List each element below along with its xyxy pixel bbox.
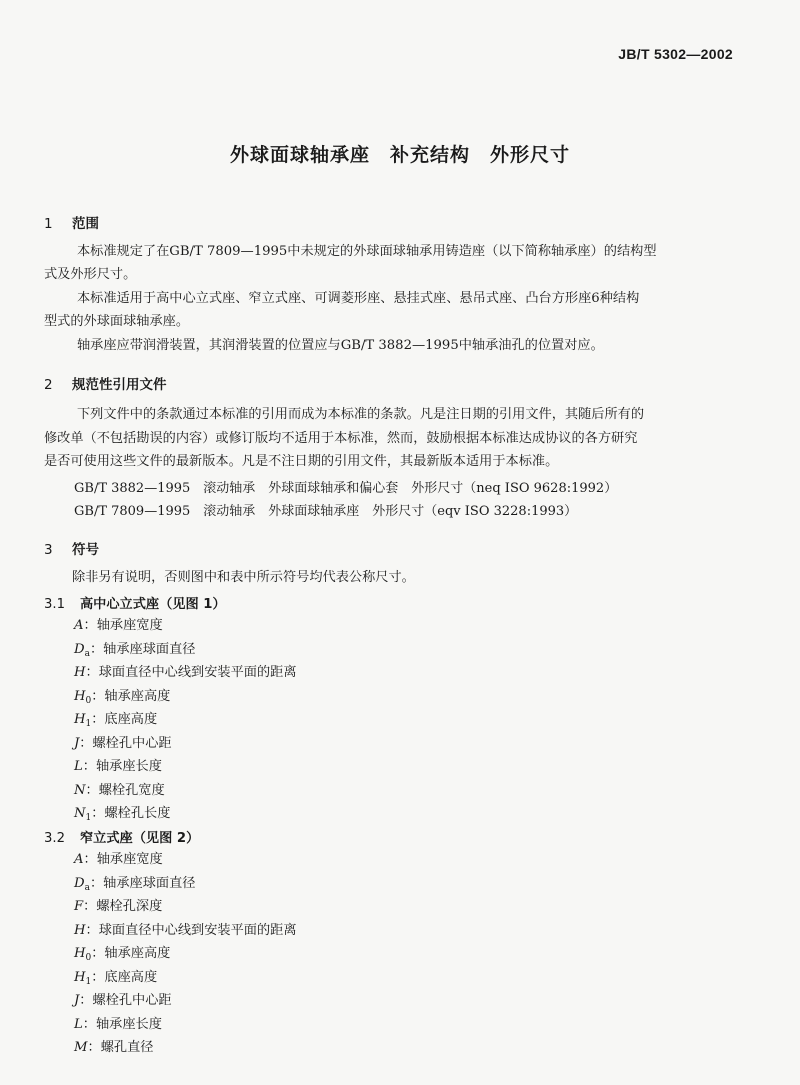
symbol-definition bbox=[74, 1036, 153, 1055]
section-3-heading bbox=[44, 538, 99, 558]
symbol-subscript: 0 bbox=[85, 953, 92, 963]
reference-item: GB/T 3882—1995 滚动轴承 外球面球轴承和偏心套 外形尺寸（neq ISO 9628:1992） bbox=[74, 481, 618, 496]
symbol: N bbox=[74, 782, 86, 798]
symbol: J bbox=[74, 993, 80, 1008]
subsection-title: 窄立式座（见图 2） bbox=[80, 831, 200, 846]
symbol: L bbox=[74, 759, 83, 774]
symbol: L bbox=[74, 1016, 83, 1032]
section-2-heading bbox=[44, 373, 167, 393]
symbol-definition bbox=[74, 755, 162, 774]
symbol-definition bbox=[74, 802, 170, 823]
symbol: A bbox=[74, 618, 84, 633]
symbol-description: ：底座高度 bbox=[91, 712, 158, 727]
symbol-description: ：轴承座长度 bbox=[82, 759, 162, 774]
paragraph-line: 本标准适用于高中心立式座、窄立式座、可调菱形座、悬挂式座、悬吊式座、凸台方形座6种结构 bbox=[77, 291, 640, 306]
symbol-definition bbox=[74, 989, 172, 1008]
symbol-description: ：螺栓孔中心距 bbox=[79, 993, 172, 1008]
paragraph-line: 是否可使用这些文件的最新版本。凡是不注日期的引用文件，其最新版本适用于本标准。 bbox=[44, 454, 559, 469]
section-number: 2 bbox=[44, 377, 53, 393]
symbol-description: ：轴承座球面直径 bbox=[89, 641, 196, 657]
symbol: H bbox=[74, 665, 86, 680]
symbol-description: ：球面直径中心线到安装平面的距离 bbox=[85, 665, 297, 680]
subsection-number: 3.1 bbox=[44, 597, 65, 612]
symbol: H bbox=[74, 922, 86, 938]
symbol-definition bbox=[74, 872, 195, 893]
document-title: 外球面球轴承座 补充结构 外形尺寸 bbox=[229, 144, 570, 166]
symbol-description: ：螺栓孔中心距 bbox=[79, 735, 172, 751]
symbol: M bbox=[74, 1040, 88, 1055]
symbol-description: ：轴承座长度 bbox=[82, 1016, 162, 1032]
section-number: 1 bbox=[44, 216, 53, 232]
subsection-3-1-heading bbox=[44, 593, 226, 612]
symbol: J bbox=[74, 735, 80, 751]
symbol-definition bbox=[74, 708, 157, 729]
standard-code: JB/T 5302—2002 bbox=[618, 46, 733, 62]
symbol-description: ：螺栓孔长度 bbox=[91, 806, 171, 821]
symbol-description: ：轴承座高度 bbox=[91, 946, 171, 961]
symbol-subscript: 1 bbox=[85, 976, 92, 987]
section-title: 符号 bbox=[72, 542, 99, 558]
paragraph-line: 型式的外球面球轴承座。 bbox=[44, 314, 190, 329]
symbol-description: ：螺栓孔深度 bbox=[83, 899, 163, 914]
symbol-description: ：螺栓孔宽度 bbox=[85, 782, 165, 798]
symbol-description: ：轴承座宽度 bbox=[83, 852, 163, 867]
paragraph-line: 式及外形尺寸。 bbox=[44, 267, 137, 282]
symbol-definition bbox=[74, 919, 297, 938]
symbol-description: ：轴承座高度 bbox=[91, 688, 171, 704]
symbol: F bbox=[74, 899, 84, 914]
paragraph-line: 除非另有说明，否则图中和表中所示符号均代表公称尺寸。 bbox=[72, 570, 415, 585]
symbol-subscript: 0 bbox=[85, 695, 92, 706]
symbol-definition bbox=[74, 685, 170, 706]
symbol-description: ：球面直径中心线到安装平面的距离 bbox=[85, 922, 297, 938]
symbol-definition bbox=[74, 966, 157, 987]
section-1-heading bbox=[44, 212, 99, 232]
symbol: H bbox=[74, 712, 86, 727]
symbol: N bbox=[74, 806, 86, 821]
symbol-description: ：轴承座宽度 bbox=[83, 618, 163, 633]
symbol-description: ：螺孔直径 bbox=[87, 1040, 154, 1055]
symbol-definition bbox=[74, 942, 170, 963]
paragraph-line: 下列文件中的条款通过本标准的引用而成为本标准的条款。凡是注日期的引用文件，其随后所有的 bbox=[77, 407, 645, 422]
subsection-number: 3.2 bbox=[44, 831, 65, 846]
symbol-subscript: 1 bbox=[85, 813, 92, 823]
paragraph-line: 修改单（不包括勘误的内容）或修订版均不适用于本标准，然而，鼓励根据本标准达成协议的各方研究 bbox=[44, 431, 638, 446]
section-title: 规范性引用文件 bbox=[72, 377, 167, 393]
paragraph-line: 本标准规定了在GB/T 7809—1995中未规定的外球面球轴承用铸造座（以下简称轴承座）的结构型 bbox=[77, 244, 657, 259]
paragraph-line: 轴承座应带润滑装置，其润滑装置的位置应与GB/T 3882—1995中轴承油孔的位置对应。 bbox=[77, 338, 604, 353]
reference-item: GB/T 7809—1995 滚动轴承 外球面球轴承座 外形尺寸（eqv ISO 3228:1993） bbox=[74, 504, 578, 519]
symbol: H bbox=[74, 946, 86, 961]
subsection-3-2-heading bbox=[44, 827, 199, 846]
symbol-definition bbox=[74, 1013, 162, 1032]
symbol-description: ：底座高度 bbox=[91, 969, 158, 985]
symbol: H bbox=[74, 969, 86, 985]
symbol: D bbox=[74, 875, 85, 891]
symbol-definition bbox=[74, 614, 163, 633]
symbol-definition bbox=[74, 895, 162, 914]
symbol-description: ：轴承座球面直径 bbox=[89, 875, 196, 891]
symbol: D bbox=[74, 641, 85, 657]
symbol-subscript: a bbox=[84, 882, 90, 893]
symbol: H bbox=[74, 688, 86, 704]
section-number: 3 bbox=[44, 542, 53, 558]
subsection-title: 高中心立式座（见图 1） bbox=[80, 597, 226, 612]
symbol-subscript: a bbox=[84, 648, 90, 659]
symbol-definition bbox=[74, 638, 195, 659]
symbol-definition bbox=[74, 779, 165, 798]
symbol: A bbox=[74, 852, 84, 867]
symbol-definition bbox=[74, 848, 163, 867]
section-title: 范围 bbox=[72, 216, 99, 232]
symbol-definition bbox=[74, 732, 172, 751]
symbol-definition bbox=[74, 661, 297, 680]
symbol-subscript: 1 bbox=[85, 719, 92, 729]
